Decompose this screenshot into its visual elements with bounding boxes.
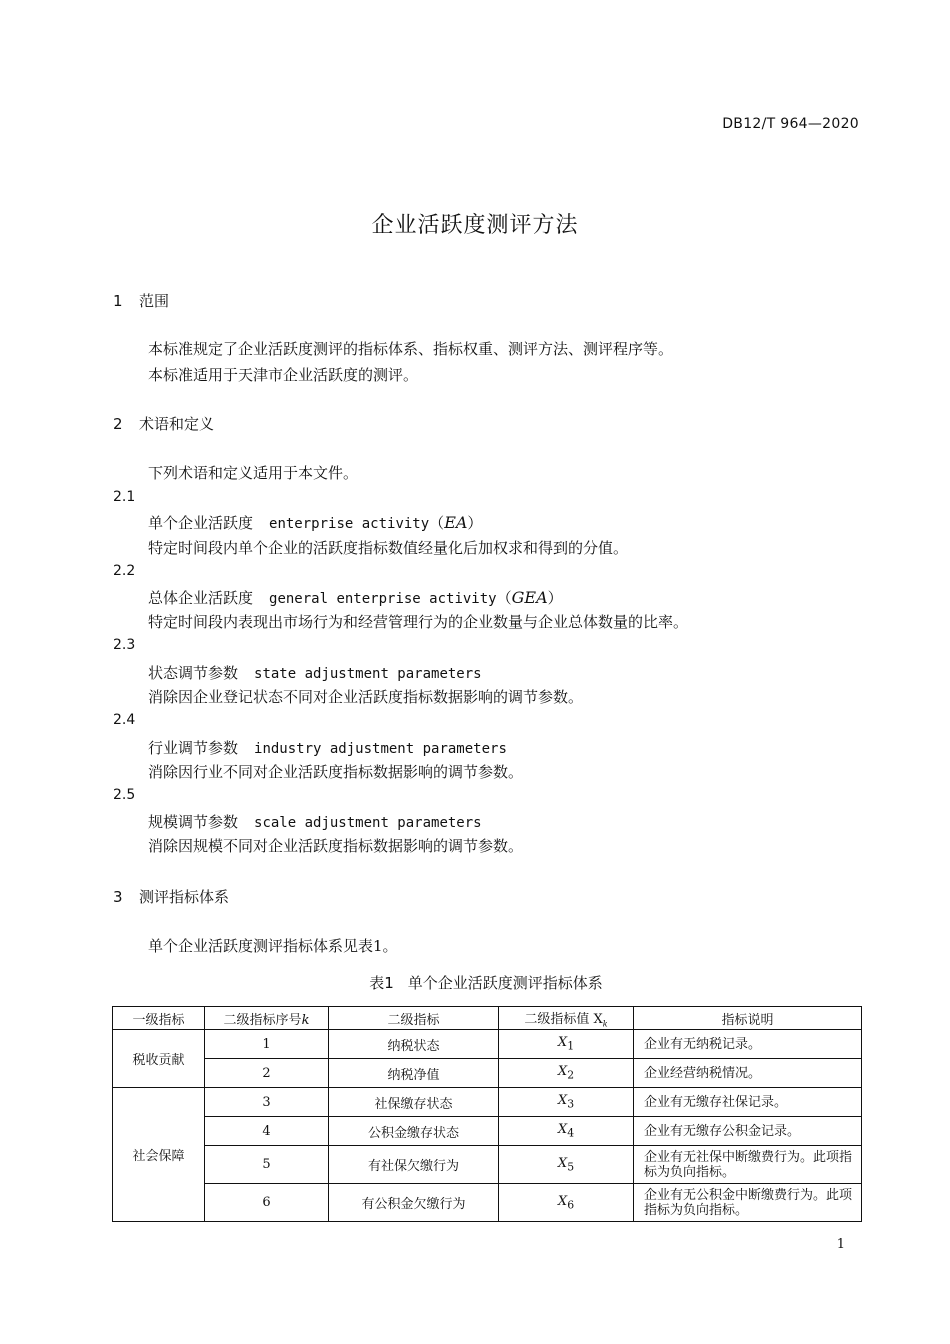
row-value: $X_6$ — [499, 1184, 634, 1222]
row-value: $X_5$ — [499, 1146, 634, 1184]
header-seq-var: k — [301, 1012, 310, 1028]
term-entry — [148, 737, 507, 758]
term-name: 状态调节参数 — [148, 664, 239, 682]
term-name: 单个企业活跃度 — [148, 514, 254, 532]
table-row — [113, 1030, 862, 1059]
term-definition: 消除因行业不同对企业活跃度指标数据影响的调节参数。 — [148, 763, 524, 781]
row-seq: 2 — [205, 1059, 329, 1088]
term-entry: 总体企业活跃度 general enterprise activity（GEA） — [148, 588, 563, 607]
group-name: 税收贡献 — [113, 1030, 205, 1088]
header-desc: 指标说明 — [634, 1007, 862, 1030]
term-english: scale adjustment parameters — [254, 815, 482, 831]
term-name: 总体企业活跃度 — [148, 589, 254, 607]
table-title: 单个企业活跃度测评指标体系 — [407, 974, 603, 992]
term-entry — [148, 662, 482, 683]
row-indicator: 有公积金欠缴行为 — [329, 1184, 499, 1222]
section-title: 术语和定义 — [139, 415, 215, 433]
page-number: 1 — [836, 1237, 845, 1252]
paragraph: 本标准适用于天津市企业活跃度的测评。 — [148, 366, 419, 384]
term-english: state adjustment parameters — [254, 666, 482, 682]
table-caption — [0, 972, 950, 993]
table-row — [113, 1146, 862, 1184]
table-row — [113, 1184, 862, 1222]
term-name: 规模调节参数 — [148, 813, 239, 831]
term-english: general enterprise activity — [269, 591, 497, 607]
section-number: 2 — [113, 415, 123, 433]
row-value: $X_2$ — [499, 1059, 634, 1088]
term-definition: 特定时间段内表现出市场行为和经营管理行为的企业数量与企业总体数量的比率。 — [148, 613, 689, 631]
row-value: $X_4$ — [499, 1117, 634, 1146]
term-english: industry adjustment parameters — [254, 741, 507, 757]
section-heading-index-system — [113, 886, 229, 907]
term-definition: 特定时间段内单个企业的活跃度指标数值经量化后加权求和得到的分值。 — [148, 539, 629, 557]
section-heading-terms — [113, 413, 214, 434]
paragraph: 下列术语和定义适用于本文件。 — [148, 464, 359, 482]
group-name: 社会保障 — [113, 1088, 205, 1222]
row-description: 企业有无缴存社保记录。 — [634, 1088, 862, 1117]
standard-code: DB12/T 964—2020 — [722, 116, 859, 132]
row-description: 企业有无缴存公积金记录。 — [634, 1117, 862, 1146]
header-seq: 二级指标序号k — [205, 1007, 329, 1030]
section-title: 测评指标体系 — [139, 888, 230, 906]
clause-number: 2.1 — [113, 489, 136, 505]
row-indicator: 有社保欠缴行为 — [329, 1146, 499, 1184]
row-seq: 5 — [205, 1146, 329, 1184]
row-seq: 4 — [205, 1117, 329, 1146]
header-level1: 一级指标 — [113, 1007, 205, 1030]
row-description: 企业经营纳税情况。 — [634, 1059, 862, 1088]
term-definition: 消除因规模不同对企业活跃度指标数据影响的调节参数。 — [148, 837, 524, 855]
clause-number: 2.5 — [113, 787, 136, 803]
clause-number: 2.3 — [113, 637, 136, 653]
paragraph: 单个企业活跃度测评指标体系见表1。 — [148, 937, 398, 955]
row-description: 企业有无纳税记录。 — [634, 1030, 862, 1059]
term-abbreviation: GEA — [511, 588, 548, 607]
row-indicator: 纳税净值 — [329, 1059, 499, 1088]
row-seq: 3 — [205, 1088, 329, 1117]
table-row — [113, 1059, 862, 1088]
row-description: 企业有无公积金中断缴费行为。此项指标为负向指标。 — [634, 1184, 862, 1222]
indicator-table — [112, 1006, 862, 1222]
clause-number: 2.2 — [113, 563, 136, 579]
term-abbreviation: EA — [444, 513, 468, 532]
table-row — [113, 1088, 862, 1117]
paragraph: 本标准规定了企业活跃度测评的指标体系、指标权重、测评方法、测评程序等。 — [148, 340, 674, 358]
table-header-row — [113, 1007, 862, 1030]
table-number: 表1 — [369, 974, 394, 992]
row-seq: 1 — [205, 1030, 329, 1059]
row-seq: 6 — [205, 1184, 329, 1222]
term-definition: 消除因企业登记状态不同对企业活跃度指标数据影响的调节参数。 — [148, 688, 584, 706]
row-indicator: 纳税状态 — [329, 1030, 499, 1059]
section-number: 3 — [113, 888, 123, 906]
term-entry: 单个企业活跃度 enterprise activity（EA） — [148, 513, 483, 532]
row-description: 企业有无社保中断缴费行为。此项指标为负向指标。 — [634, 1146, 862, 1184]
header-value-sub: k — [602, 1019, 608, 1029]
section-number: 1 — [113, 292, 123, 310]
row-value: $X_3$ — [499, 1088, 634, 1117]
row-value: $X_1$ — [499, 1030, 634, 1059]
header-level2: 二级指标 — [329, 1007, 499, 1030]
section-heading-scope — [113, 290, 169, 311]
header-value: 二级指标值 $X_k$ — [499, 1007, 634, 1030]
term-name: 行业调节参数 — [148, 739, 239, 757]
term-english: enterprise activity — [269, 516, 430, 532]
row-indicator: 公积金缴存状态 — [329, 1117, 499, 1146]
section-title: 范围 — [139, 292, 170, 310]
document-title: 企业活跃度测评方法 — [371, 213, 579, 238]
row-indicator: 社保缴存状态 — [329, 1088, 499, 1117]
table-row — [113, 1117, 862, 1146]
clause-number: 2.4 — [113, 712, 136, 728]
term-entry — [148, 811, 482, 832]
